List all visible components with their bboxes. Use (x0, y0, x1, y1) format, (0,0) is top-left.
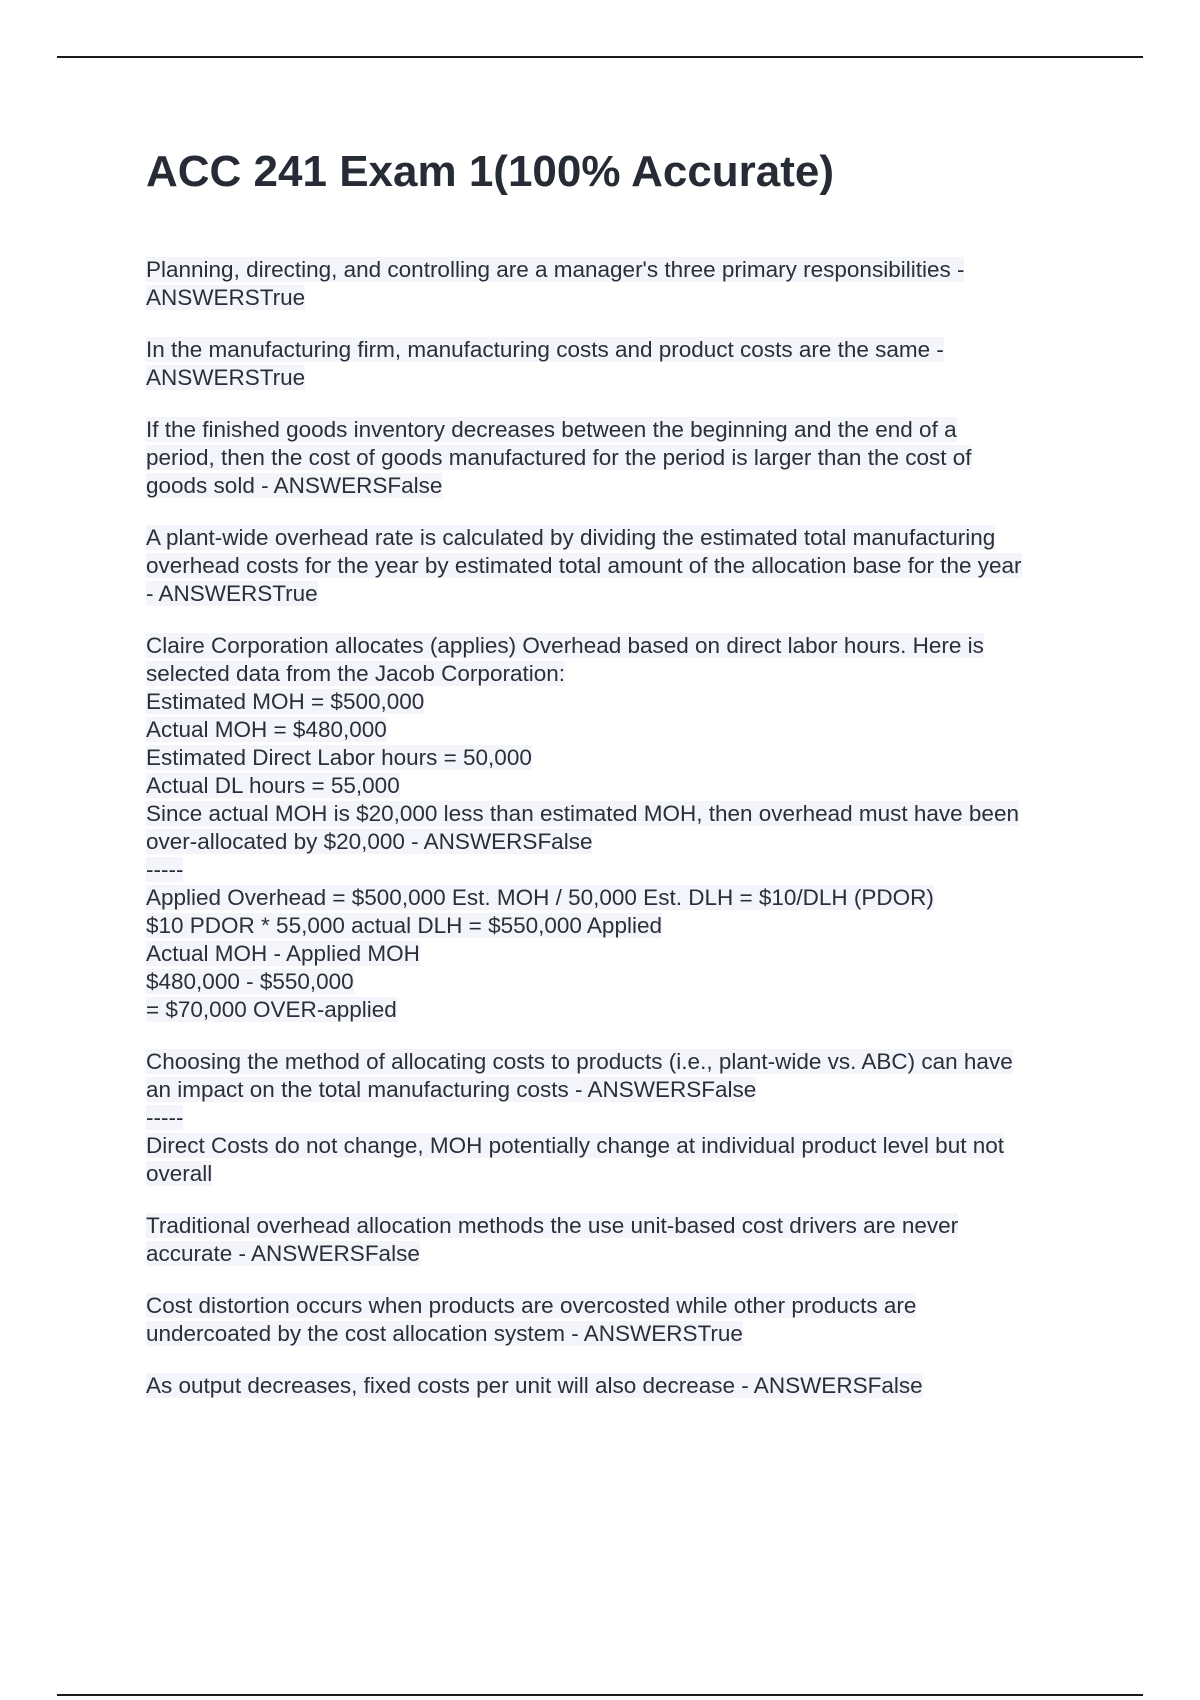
document-title: ACC 241 Exam 1(100% Accurate) (146, 147, 835, 196)
entry-line-text: over-allocated by $20,000 - ANSWERSFalse (146, 829, 593, 854)
entry-line (146, 444, 1106, 472)
entry-line (146, 884, 1106, 912)
entry-line (146, 940, 1106, 968)
top-rule (57, 56, 1143, 58)
entry-line (146, 660, 1106, 688)
entry-line (146, 688, 1106, 716)
entry-line-text: If the finished goods inventory decreases between the beginning and the end of a (146, 417, 957, 442)
entry-line (146, 772, 1106, 800)
entry-line-text: Actual MOH - Applied MOH (146, 941, 420, 966)
entry-line (146, 1292, 1106, 1320)
qa-entry (146, 632, 1106, 1024)
entry-line (146, 968, 1106, 996)
entry-line (146, 1160, 1106, 1188)
entry-line (146, 912, 1106, 940)
entry-line-text: selected data from the Jacob Corporation: (146, 661, 565, 686)
entry-line-text: In the manufacturing firm, manufacturing costs and product costs are the same - (146, 337, 944, 362)
entry-line (146, 1048, 1106, 1076)
entry-line (146, 472, 1106, 500)
entry-line (146, 1132, 1106, 1160)
entry-line-text: = $70,000 OVER-applied (146, 997, 397, 1022)
qa-entry (146, 256, 1106, 312)
bottom-rule (57, 1694, 1143, 1696)
entry-line (146, 996, 1106, 1024)
entry-line (146, 856, 1106, 884)
entry-line (146, 1372, 1106, 1400)
qa-entry (146, 1048, 1106, 1188)
entry-line-text: Applied Overhead = $500,000 Est. MOH / 50,000 Est. DLH = $10/DLH (PDOR) (146, 885, 934, 910)
entry-line-text: overall (146, 1161, 213, 1186)
entry-line-text: Actual MOH = $480,000 (146, 717, 387, 742)
entry-line (146, 716, 1106, 744)
entry-line-text: undercoated by the cost allocation system - ANSWERSTrue (146, 1321, 743, 1346)
entry-line (146, 336, 1106, 364)
entry-line-text: ANSWERSTrue (146, 285, 306, 310)
entry-line (146, 744, 1106, 772)
entry-line (146, 364, 1106, 392)
entry-line-text: Estimated Direct Labor hours = 50,000 (146, 745, 532, 770)
entry-line (146, 284, 1106, 312)
entry-line (146, 1320, 1106, 1348)
entry-line-text: ANSWERSTrue (146, 365, 306, 390)
entry-line-text: As output decreases, fixed costs per unit will also decrease - ANSWERSFalse (146, 1373, 923, 1398)
entry-line (146, 800, 1106, 828)
qa-entry (146, 336, 1106, 392)
entry-line-text: overhead costs for the year by estimated total amount of the allocation base for the year (146, 553, 1022, 578)
entry-line-text: Cost distortion occurs when products are overcosted while other products are (146, 1293, 917, 1318)
entry-line-text: - ANSWERSTrue (146, 581, 318, 606)
entry-line (146, 828, 1106, 856)
qa-entry (146, 416, 1106, 500)
entry-line (146, 256, 1106, 284)
entry-line (146, 1076, 1106, 1104)
qa-entry (146, 1212, 1106, 1268)
entry-line-text: ----- (146, 1105, 184, 1130)
entry-line-text: Actual DL hours = 55,000 (146, 773, 400, 798)
entry-line-text: Since actual MOH is $20,000 less than estimated MOH, then overhead must have been (146, 801, 1019, 826)
entry-line-text: Estimated MOH = $500,000 (146, 689, 425, 714)
entry-line-text: ----- (146, 857, 184, 882)
qa-entry (146, 524, 1106, 608)
entry-line-text: $10 PDOR * 55,000 actual DLH = $550,000 Applied (146, 913, 662, 938)
entry-line-text: A plant-wide overhead rate is calculated by dividing the estimated total manufacturing (146, 525, 996, 550)
entry-line-text: period, then the cost of goods manufactured for the period is larger than the cost of (146, 445, 972, 470)
entry-line (146, 416, 1106, 444)
entry-line (146, 1240, 1106, 1268)
entry-line (146, 632, 1106, 660)
entry-line (146, 1212, 1106, 1240)
entry-line-text: Traditional overhead allocation methods the use unit-based cost drivers are never (146, 1213, 959, 1238)
entry-line-text: Direct Costs do not change, MOH potentially change at individual product level but not (146, 1133, 1004, 1158)
entry-line (146, 524, 1106, 552)
qa-entry (146, 1292, 1106, 1348)
entry-line-text: goods sold - ANSWERSFalse (146, 473, 443, 498)
entry-line-text: Choosing the method of allocating costs to products (i.e., plant-wide vs. ABC) can have (146, 1049, 1013, 1074)
entry-line-text: $480,000 - $550,000 (146, 969, 354, 994)
entry-line-text: an impact on the total manufacturing costs - ANSWERSFalse (146, 1077, 757, 1102)
entry-line-text: Planning, directing, and controlling are a manager's three primary responsibilities - (146, 257, 965, 282)
qa-entry (146, 1372, 1106, 1400)
document-body (146, 256, 1106, 1424)
entry-line-text: Claire Corporation allocates (applies) Overhead based on direct labor hours. Here is (146, 633, 984, 658)
entry-line (146, 580, 1106, 608)
entry-line (146, 552, 1106, 580)
entry-line (146, 1104, 1106, 1132)
entry-line-text: accurate - ANSWERSFalse (146, 1241, 420, 1266)
